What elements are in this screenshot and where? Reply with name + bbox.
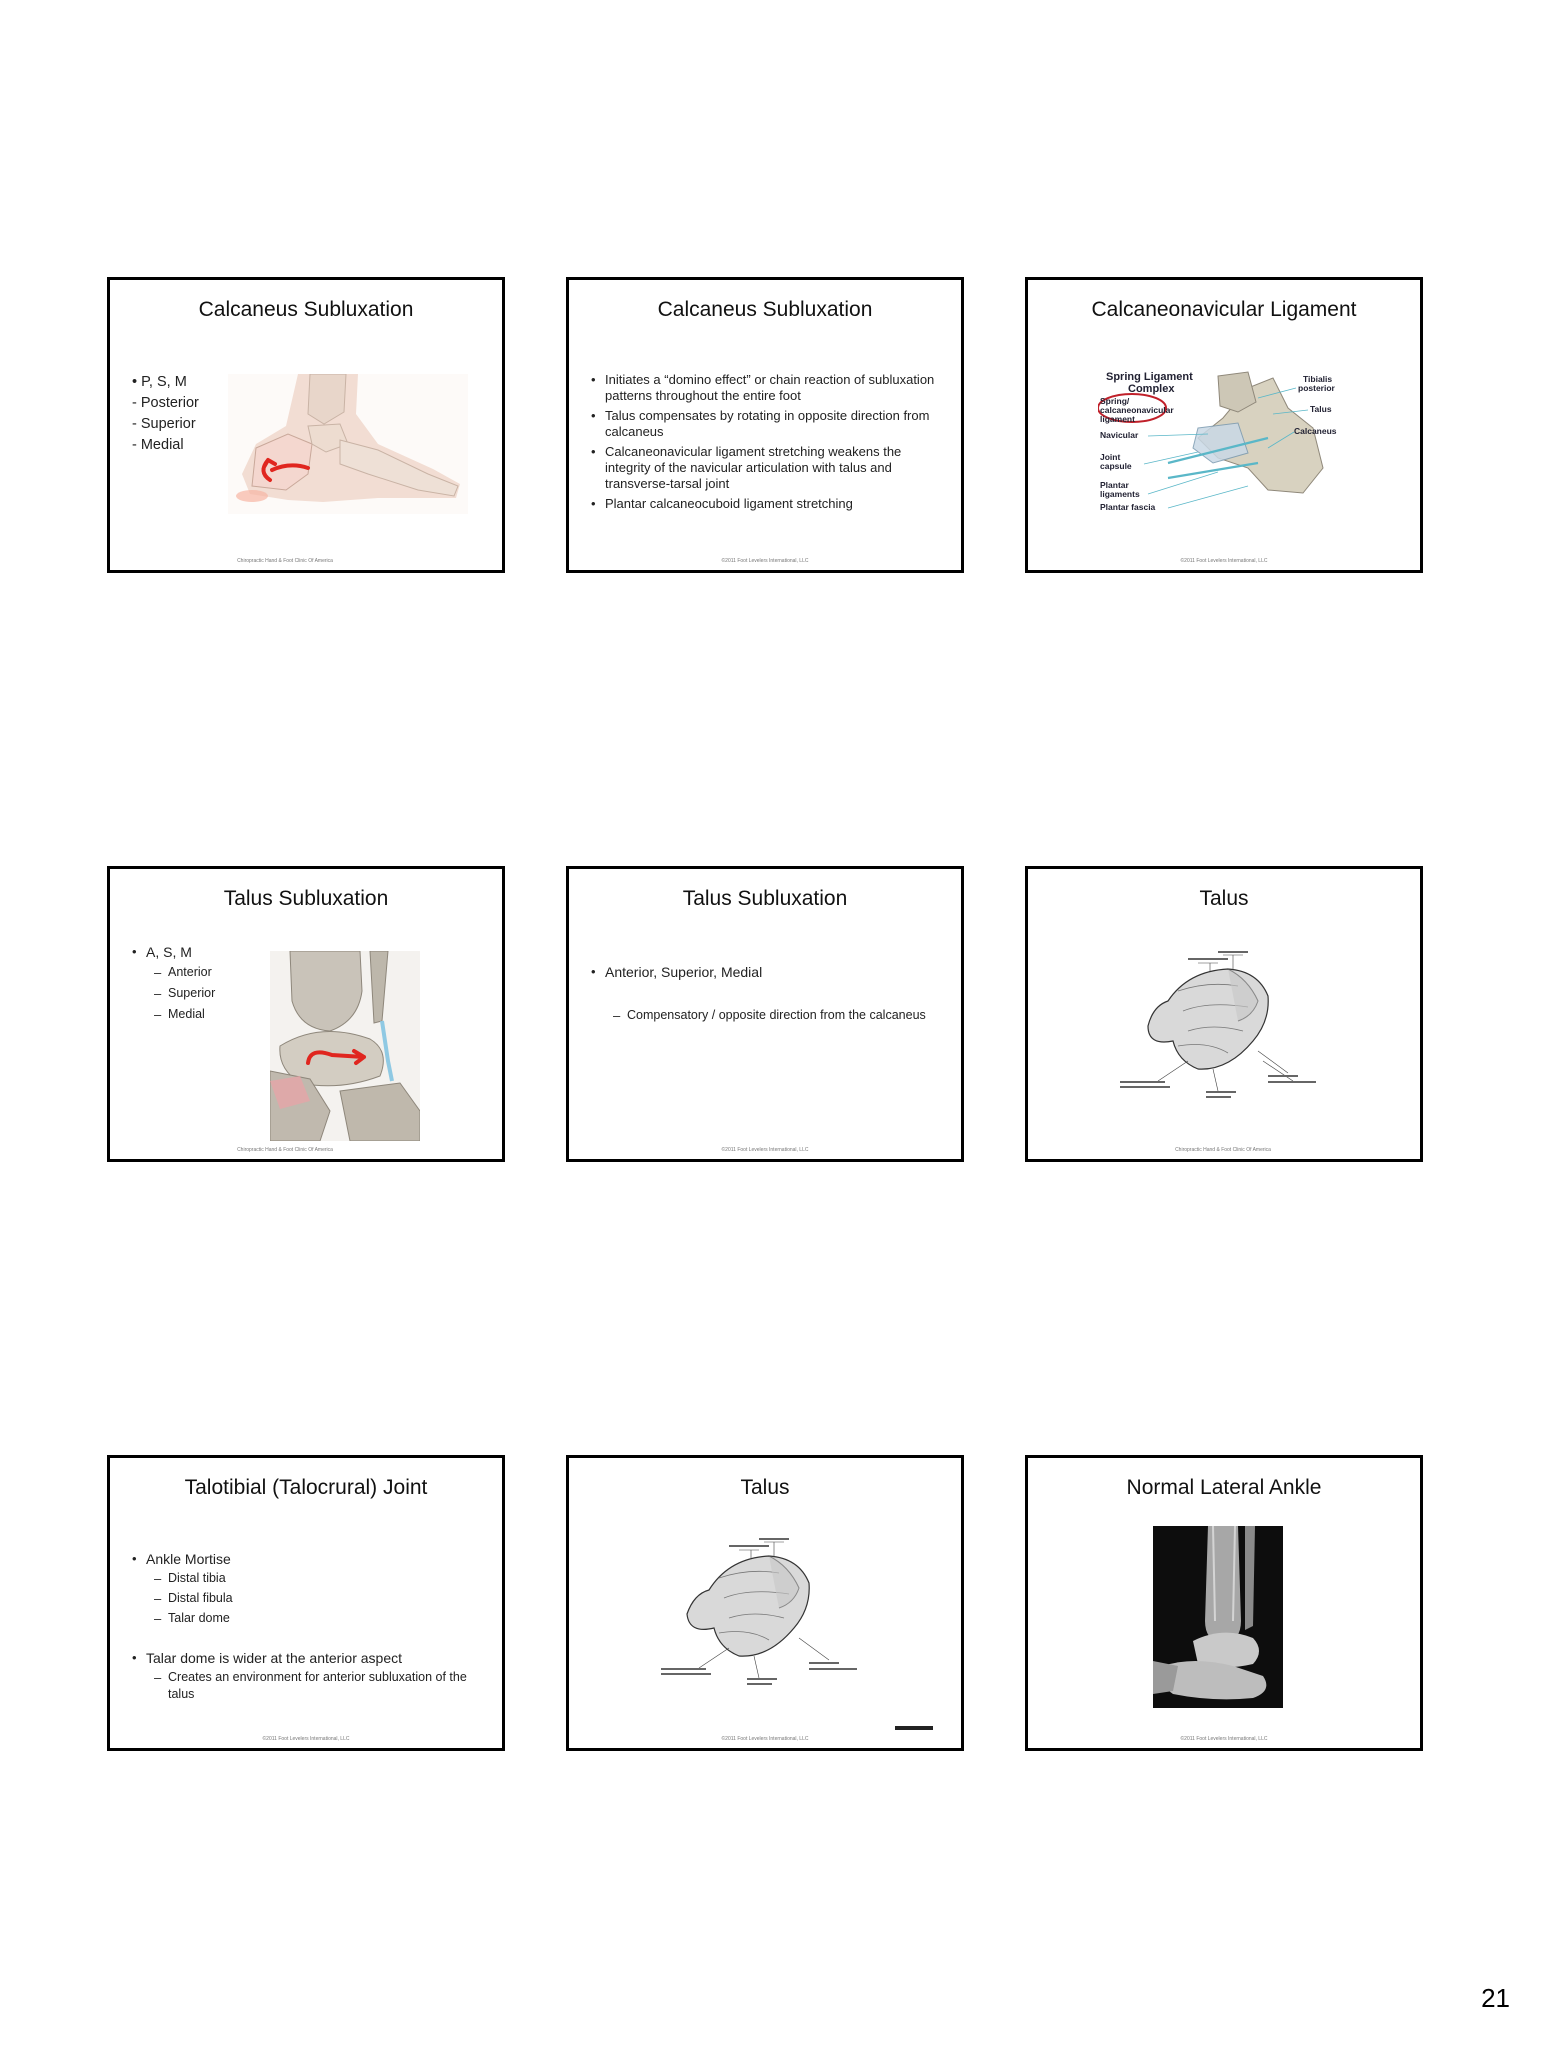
bullet: • A, S, M (132, 943, 282, 961)
slide-footer: Chiropractic Hand & Foot Clinic Of America (237, 558, 333, 564)
slide-footer: ©2011 Foot Levelers International, LLC (1180, 1736, 1268, 1742)
slide-title: Talus (1199, 887, 1249, 910)
svg-text:posterior: posterior (1298, 383, 1335, 393)
bullet: • Initiates a “domino effect” or chain reaction of subluxation patterns throughout the entire foot (591, 372, 941, 404)
slide-footer: Chiropractic Hand & Foot Clinic Of America (1175, 1147, 1271, 1153)
svg-text:ligaments: ligaments (1100, 489, 1140, 499)
slide-title: Talotibial (Talocrural) Joint (184, 1476, 428, 1499)
bullet-list (591, 963, 931, 1024)
bullet-list (132, 1550, 482, 1703)
svg-text:capsule: capsule (1100, 461, 1132, 471)
slide-footer: ©2011 Foot Levelers International, LLC (262, 1736, 350, 1742)
slide-7 (107, 1455, 505, 1751)
talus-bone-drawing (1118, 941, 1318, 1101)
slide-footer: ©2011 Foot Levelers International, LLC (1180, 558, 1268, 564)
slide-title: Talus Subluxation (682, 887, 848, 910)
slide-title: Talus Subluxation (223, 887, 389, 910)
slide-2 (566, 277, 964, 573)
slide-footer: ©2011 Foot Levelers International, LLC (721, 558, 809, 564)
bullet: • Calcaneonavicular ligament stretching weakens the integrity of the navicular articulation with talus and transverse-tarsal joint (591, 444, 941, 492)
sub-bullet: – Distal tibia (132, 1570, 482, 1587)
slide-footer: ©2011 Foot Levelers International, LLC (721, 1147, 809, 1153)
slide-text (132, 372, 199, 456)
svg-text:calcaneonavicular: calcaneonavicular (1100, 405, 1174, 415)
sub-bullet: – Distal fibula (132, 1590, 482, 1607)
bullet: • Ankle Mortise (132, 1550, 482, 1568)
bullet: • P, S, M (132, 374, 187, 390)
credit-mark (895, 1726, 933, 1730)
svg-text:Complex: Complex (1128, 383, 1175, 395)
sub-bullet: – Medial (132, 1006, 282, 1023)
spring-ligament-diagram (1098, 368, 1348, 518)
slide-6 (1025, 866, 1423, 1162)
ankle-xray (1153, 1526, 1283, 1708)
slide-title: Calcaneus Subluxation (198, 298, 414, 321)
svg-text:Navicular: Navicular (1100, 430, 1139, 440)
slide-3 (1025, 277, 1423, 573)
slide-title: Calcaneus Subluxation (657, 298, 873, 321)
foot-illustration (228, 374, 468, 514)
sub-bullet: – Creates an environment for anterior subluxation of the talus (132, 1669, 482, 1703)
svg-text:Joint: Joint (1100, 452, 1121, 462)
svg-text:Spring/: Spring/ (1100, 396, 1130, 406)
svg-text:Plantar: Plantar (1100, 480, 1129, 490)
line: - Medial (132, 437, 184, 453)
svg-text:Plantar fascia: Plantar fascia (1100, 502, 1156, 512)
line: - Posterior (132, 395, 199, 411)
svg-text:ligament: ligament (1100, 414, 1135, 424)
slide-footer: ©2011 Foot Levelers International, LLC (721, 1736, 809, 1742)
slide-5 (566, 866, 964, 1162)
svg-text:Tibialis: Tibialis (1303, 374, 1333, 384)
bullet: • Talar dome is wider at the anterior aspect (132, 1649, 482, 1667)
slide-8 (566, 1455, 964, 1751)
bullet-list (591, 372, 941, 512)
slide-footer: Chiropractic Hand & Foot Clinic Of America (237, 1147, 333, 1153)
slide-9 (1025, 1455, 1423, 1751)
sub-bullet: – Anterior (132, 964, 282, 981)
slide-title: Normal Lateral Ankle (1126, 1476, 1322, 1499)
line: - Superior (132, 416, 196, 432)
talus-bone-drawing (659, 1528, 859, 1688)
sub-bullet: – Superior (132, 985, 282, 1002)
bullet: • Plantar calcaneocuboid ligament stretching (591, 496, 941, 512)
slide-4 (107, 866, 505, 1162)
svg-text:Calcaneus: Calcaneus (1294, 426, 1337, 436)
slide-1 (107, 277, 505, 573)
page-number: 21 (1481, 1983, 1510, 2013)
svg-text:Talus: Talus (1310, 404, 1332, 414)
sub-bullet: – Talar dome (132, 1610, 482, 1627)
sub-bullet: – Compensatory / opposite direction from the calcaneus (591, 1007, 931, 1024)
bullet: • Anterior, Superior, Medial (591, 963, 931, 981)
slide-title: Calcaneonavicular Ligament (1091, 298, 1357, 321)
bullet-list (132, 943, 282, 1023)
ankle-illustration (270, 951, 420, 1141)
svg-text:Spring Ligament: Spring Ligament (1106, 371, 1193, 383)
bullet: • Talus compensates by rotating in opposite direction from calcaneus (591, 408, 941, 440)
slide-title: Talus (740, 1476, 790, 1499)
